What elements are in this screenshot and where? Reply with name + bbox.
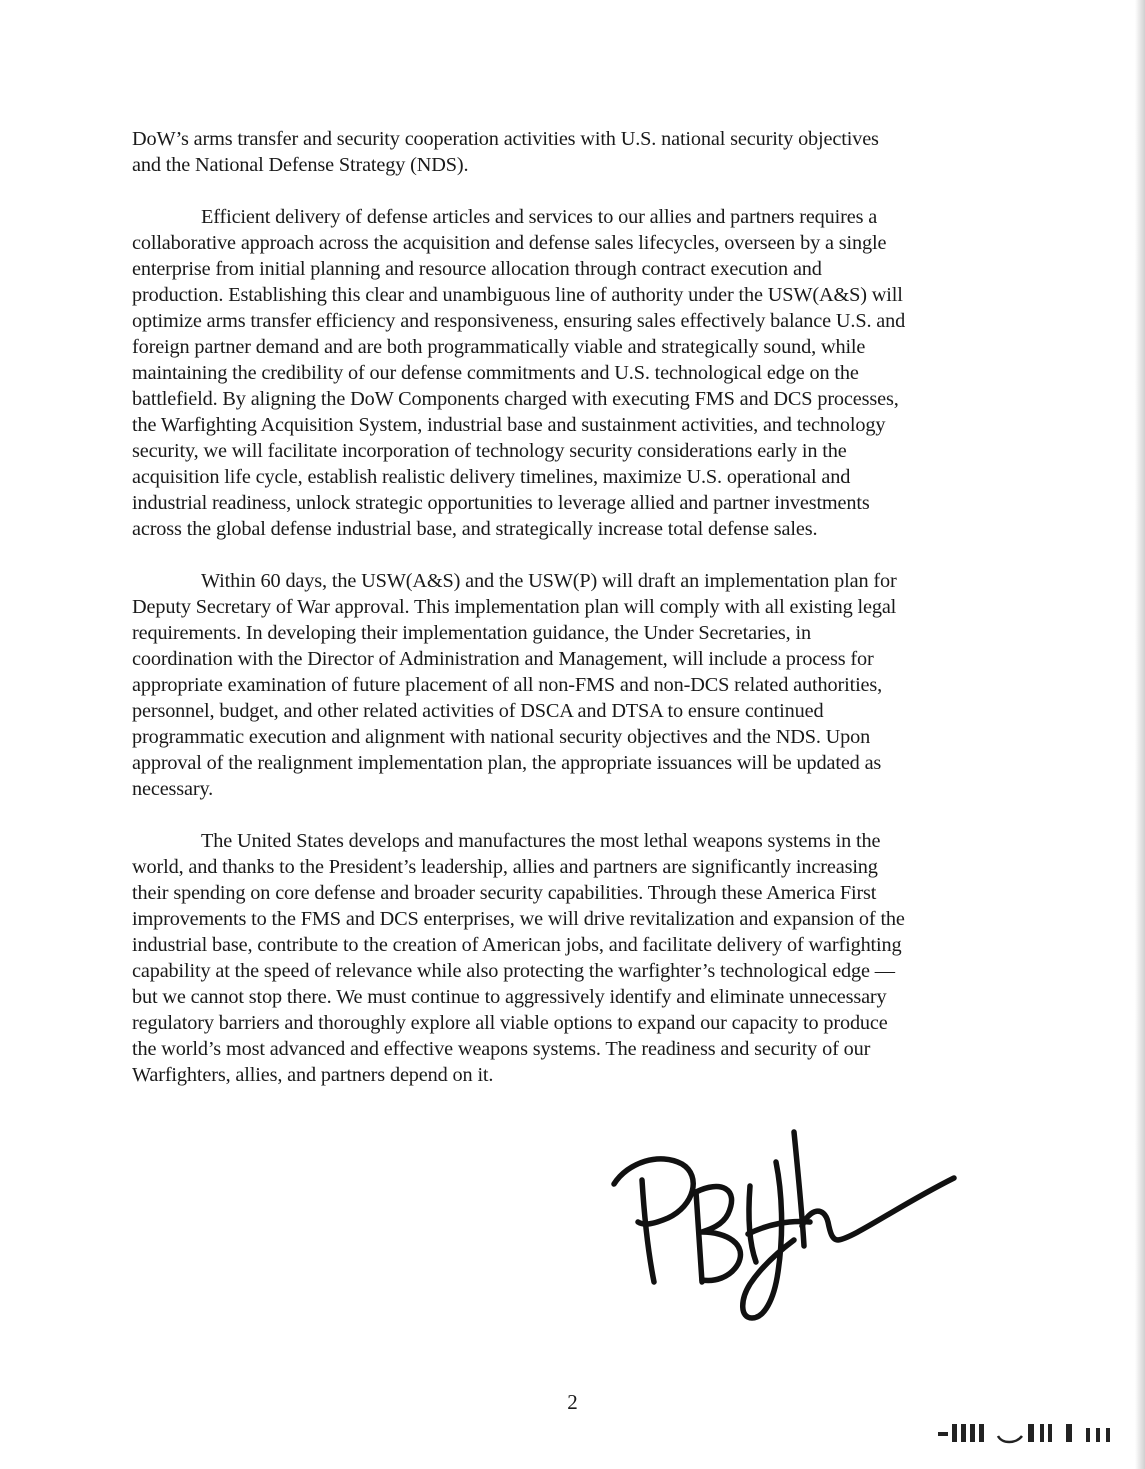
text-line: but we cannot stop there. We must continue to aggressively identify and eliminate unnecessary [132, 986, 887, 1008]
text-line: regulatory barriers and thoroughly explore all viable options to expand our capacity to produce [132, 1012, 888, 1034]
text-line: Efficient delivery of defense articles and services to our allies and partners requires a [201, 206, 878, 228]
paragraph-3 [132, 568, 1032, 802]
text-line: improvements to the FMS and DCS enterprises, we will drive revitalization and expansion of the [132, 908, 905, 930]
text-line: world, and thanks to the President’s leadership, allies and partners are significantly increasing [132, 856, 878, 878]
text-line: Within 60 days, the USW(A&S) and the USW(P) will draft an implementation plan for [201, 570, 897, 592]
text-line: production. Establishing this clear and unambiguous line of authority under the USW(A&S) will [132, 284, 903, 306]
text-line: programmatic execution and alignment with national security objectives and the NDS. Upon [132, 726, 871, 748]
paragraph-1 [132, 126, 1032, 178]
text-line: personnel, budget, and other related activities of DSCA and DTSA to ensure continued [132, 700, 824, 722]
text-line: security, we will facilitate incorporation of technology security considerations early in the [132, 440, 847, 462]
text-line: battlefield. By aligning the DoW Components charged with executing FMS and DCS processes, [132, 388, 899, 410]
text-line: approval of the realignment implementation plan, the appropriate issuances will be updated as [132, 752, 882, 774]
text-line: coordination with the Director of Administration and Management, will include a process for [132, 648, 874, 670]
text-line: DoW’s arms transfer and security cooperation activities with U.S. national security objectives [132, 128, 879, 150]
signature-image [598, 1122, 968, 1332]
text-line: appropriate examination of future placement of all non-FMS and non-DCS related authorities, [132, 674, 883, 696]
text-line: maintaining the credibility of our defense commitments and U.S. technological edge on the [132, 362, 859, 384]
paragraph-4 [132, 828, 1032, 1088]
page-number: 2 [567, 1390, 578, 1414]
text-line: collaborative approach across the acquisition and defense sales lifecycles, overseen by a single [132, 232, 887, 254]
text-line: enterprise from initial planning and resource allocation through contract execution and [132, 258, 822, 280]
text-line: foreign partner demand and are both programmatically viable and strategically sound, while [132, 336, 866, 358]
text-line: acquisition life cycle, establish realistic delivery timelines, maximize U.S. operational and [132, 466, 851, 488]
text-line: industrial readiness, unlock strategic opportunities to leverage allied and partner investments [132, 492, 870, 514]
text-line: the Warfighting Acquisition System, industrial base and sustainment activities, and technology [132, 414, 886, 436]
text-line: The United States develops and manufactures the most lethal weapons systems in the [201, 830, 881, 852]
text-line: and the National Defense Strategy (NDS). [132, 154, 469, 176]
text-line: the world’s most advanced and effective weapons systems. The readiness and security of our [132, 1038, 871, 1060]
watermark-graphic [936, 1418, 1126, 1448]
text-line: requirements. In developing their implementation guidance, the Under Secretaries, in [132, 622, 811, 644]
paragraph-2 [132, 204, 1032, 542]
page-edge-shadow [1135, 0, 1145, 1469]
text-line: capability at the speed of relevance while also protecting the warfighter’s technological edge — [132, 960, 895, 982]
text-line: necessary. [132, 778, 214, 800]
text-line: Deputy Secretary of War approval. This implementation plan will comply with all existing legal [132, 596, 897, 618]
document-body [132, 126, 1032, 1088]
text-line: across the global defense industrial base, and strategically increase total defense sales. [132, 518, 818, 540]
text-line: their spending on core defense and broader security capabilities. Through these America First [132, 882, 877, 904]
text-line: industrial base, contribute to the creation of American jobs, and facilitate delivery of warfighting [132, 934, 902, 956]
text-line: optimize arms transfer efficiency and responsiveness, ensuring sales effectively balance U.S. and [132, 310, 906, 332]
text-line: Warfighters, allies, and partners depend on it. [132, 1064, 494, 1086]
